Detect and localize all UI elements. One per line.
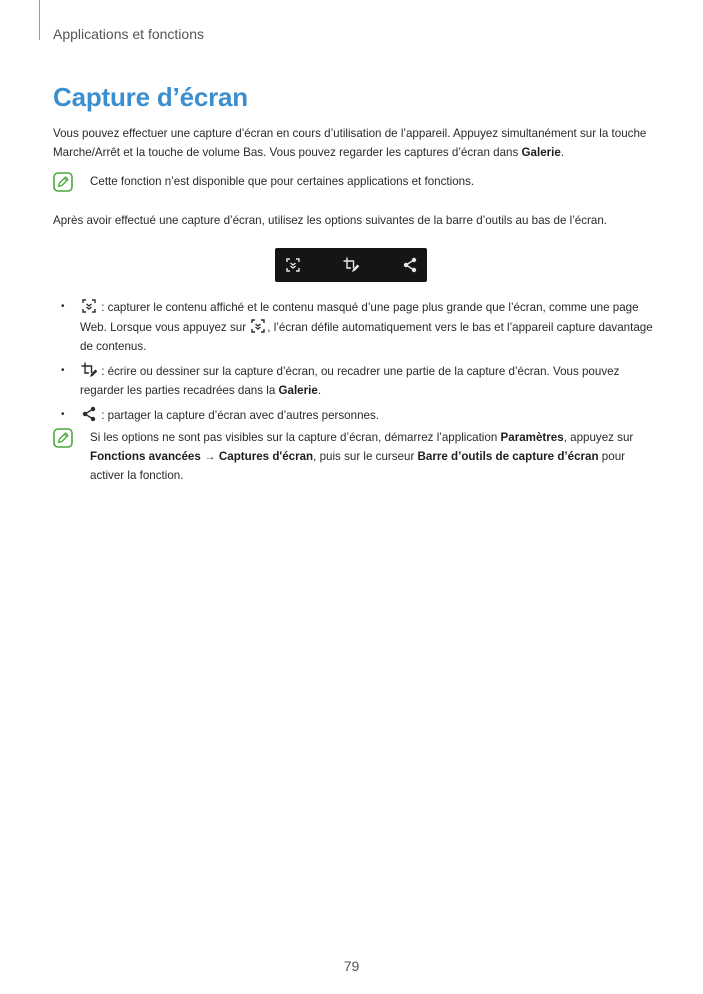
list-item: • : partager la capture d’écran avec d’autres personnes. — [53, 405, 653, 425]
toolbar-options-list — [53, 297, 653, 430]
note-1 — [53, 172, 653, 191]
toolbar-intro: Après avoir effectué une capture d’écran, utilisez les options suivantes de la barre d’outils au bas de l’écran. — [53, 214, 608, 227]
share-icon[interactable] — [401, 256, 419, 274]
scroll-capture-icon — [80, 297, 98, 315]
note-2 — [53, 428, 653, 485]
scroll-capture-icon[interactable] — [284, 256, 302, 274]
captures-ecran-term: Captures d'écran — [218, 450, 314, 463]
scroll-capture-icon — [249, 317, 267, 335]
bullet-dot: • — [61, 301, 65, 312]
list-item: • : capturer le contenu affiché et le contenu masqué d’une page plus grande que l’écran, comme une page Web. Lorsque vous appuyez sur , l’écran défile automatiquement vers le bas et l’appareil capture davantage de contenus. — [53, 297, 653, 356]
share-icon — [80, 405, 98, 423]
note-icon — [53, 428, 73, 448]
page-title: Capture d’écran — [53, 82, 248, 112]
fonctions-avancees-term: Fonctions avancées — [90, 450, 201, 463]
galerie-term: Galerie — [278, 384, 318, 397]
galerie-term: Galerie — [521, 146, 561, 159]
side-rule — [39, 0, 40, 40]
running-header: Applications et fonctions — [53, 26, 204, 42]
screenshot-toolbar — [275, 248, 427, 282]
note-icon — [53, 172, 73, 192]
page-number: 79 — [343, 958, 360, 974]
crop-draw-icon[interactable] — [342, 256, 360, 274]
barre-outils-term: Barre d’outils de capture d’écran — [417, 450, 599, 463]
bullet-dot: • — [61, 365, 65, 376]
bullet-dot: • — [61, 409, 65, 420]
intro-paragraph: Vous pouvez effectuer une capture d’écran en cours d’utilisation de l’appareil. Appuyez simultanément sur la touche Marche/Arrêt et la touche de volume Bas. Vous pouvez regarder les captures d’écran dans Galerie. — [53, 127, 647, 159]
note-2-text: Si les options ne sont pas visibles sur la capture d’écran, démarrez l’application Paramètres, appuyez sur Fonctions avancées → Captures d'écran, puis sur le curseur Barre d’outils de capture d’écran pour activer la fonction. — [90, 431, 634, 482]
parametres-term: Paramètres — [500, 431, 564, 444]
note-1-text: Cette fonction n’est disponible que pour certaines applications et fonctions. — [90, 175, 475, 188]
crop-draw-icon — [80, 361, 98, 379]
list-item: • : écrire ou dessiner sur la capture d’écran, ou recadrer une partie de la capture d’écran. Vous pouvez regarder les parties recadrées dans la Galerie. — [53, 361, 653, 400]
